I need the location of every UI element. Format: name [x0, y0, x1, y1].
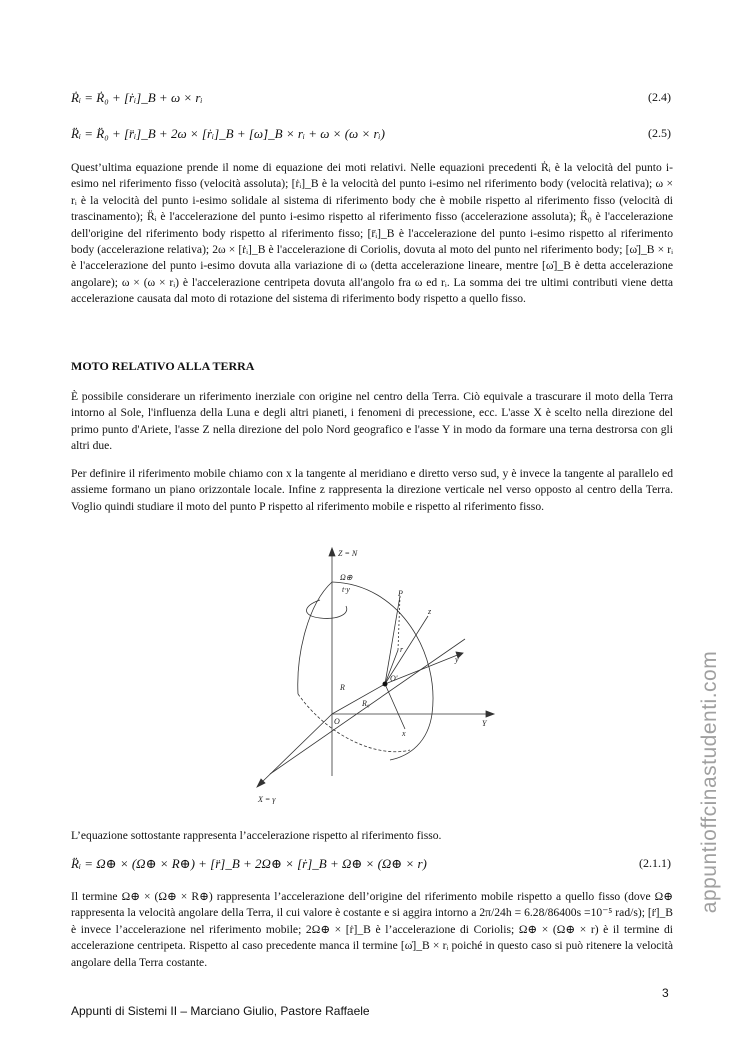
equation-expression: R̈ᵢ = R̈₀ + [r̈ᵢ]_B + 2ω × [ṙᵢ]_B + [ω̇]_B × rᵢ + ω × (ω × rᵢ)	[71, 126, 385, 141]
label-capital-y: Y	[482, 719, 487, 728]
paragraph-moti-relativi: Quest’ultima equazione prende il nome di equazione dei moti relativi. Nelle equazioni precedenti Ṙᵢ è la velocità del punto i-esimo nel riferimento fisso (velocità assoluta); [ṙᵢ]_B è la velocità del punto i-esimo nel riferimento body (velocità relativa); ω × rᵢ è la velocità del punto i-esimo solidale al sistema di riferimento body che è mobile rispetto al riferimento fisso (velocità di trascinamento); R̈ᵢ è l'accelerazione del punto i-esimo rispetto al riferimento fisso (accelerazione assoluta); R̈₀ è l'accelerazione dell'origine del riferimento body rispetto al riferimento fisso; [r̈ᵢ]_B è l'accelerazione del punto i-esimo rispetto al riferimento body (accelerazione relativa); 2ω × [ṙᵢ]_B è l'accelerazione di Coriolis, dovuta al moto del punto nel riferimento body; [ω̇]_B × rᵢ è l'accelerazione del punto i-esimo dovuta alla variazione di ω (detta accelerazione lineare, mentre [ω̇]_B è detta accelerazione angolare); ω × (ω × rᵢ) è l'accelerazione centripeta dovuta all'angolo fra ω ed rᵢ. La somma dei tre ultimi contributi viene detta accelerazione causata dal moto di rotazione del sistema di riferimento body rispetto a quello fisso.	[71, 161, 673, 306]
label-capital-x: X = γ	[258, 795, 276, 804]
equation-number: (2.1.1)	[639, 856, 671, 870]
equation-2-1-1	[71, 856, 671, 878]
equation-number: (2.4)	[648, 90, 671, 104]
paragraph-termine-accelerazione: Il termine Ω⊕ × (Ω⊕ × R⊕) rappresenta l’accelerazione dell’origine del riferimento mobile rispetto a quello fisso (dove Ω⊕ rappresenta la velocità angolare della Terra, il cui valore è costante e si aggira intorno a 2π/24h = 6.28/86400s =10⁻⁵ rad/s); [r̈]_B è invece l’accelerazione nel riferimento mobile; 2Ω⊕ × [ṙ]_B è l’accelerazione di Coriolis; Ω⊕ × (Ω⊕ × r) è il termine di accelerazione centripeta. Rispetto al caso precedente manca il termine [ω̇]_B × rᵢ poiché in questo caso si può ritenere la velocità angolare della Terra costante.	[71, 890, 673, 969]
label-z: z	[428, 607, 432, 616]
equation-2-4	[71, 90, 671, 112]
label-o: O	[334, 717, 340, 726]
label-o-prime: O'	[390, 674, 398, 683]
label-z-axis: Z = N	[338, 549, 358, 558]
label-omega: Ω⊕	[340, 573, 353, 582]
label-r-zero: R₀	[362, 699, 370, 708]
page-number: 3	[662, 986, 669, 1000]
label-p: P	[398, 589, 403, 598]
paragraph-riferimento-inerziale: È possibile considerare un riferimento inerziale con origine nel centro della Terra. Ciò equivale a trascurare il moto della Terra intorno al Sole, l'influenza della Luna e degli altri pianeti, i fenomeni di precessione, ecc. L'asse X è scelto nella direzione del primo punto d'Ariete, l'asse Z nella direzione del polo Nord geografico e l'asse Y in modo da formare una terna destrorsa con gli altri due.	[71, 390, 673, 453]
equation-number: (2.5)	[648, 126, 671, 140]
equation-2-5	[71, 126, 671, 148]
label-x: x	[402, 729, 406, 738]
paragraph-riferimento-mobile: Per definire il riferimento mobile chiamo con x la tangente al meridiano e diretto verso sud, y è invece la tangente al parallelo ed assieme formano un piano orizzontale locale. Infine z rappresenta la direzione verticale nel verso opposto al centro della Terra. Voglio quindi studiare il moto del punto P rispetto al riferimento mobile e rispetto al riferimento fisso.	[71, 467, 673, 513]
label-capital-r: R	[340, 683, 345, 692]
section-heading: MOTO RELATIVO ALLA TERRA	[71, 359, 255, 373]
equation-expression: R̈ᵢ = Ω⊕ × (Ω⊕ × R⊕) + [r̈]_B + 2Ω⊕ × [ṙ]_B + Ω⊕ × (Ω⊕ × r)	[71, 856, 427, 871]
equation-expression: Ṙᵢ = Ṙ₀ + [ṙᵢ]_B + ω × rᵢ	[71, 90, 203, 105]
watermark-text: appuntioffcinastudenti.com	[698, 650, 721, 914]
earth-reference-frame-figure	[250, 544, 500, 806]
page-footer: Appunti di Sistemi II – Marciano Giulio, Pastore Raffaele	[71, 1004, 370, 1018]
label-omega-sub: t·y	[342, 585, 350, 594]
paragraph-equazione-sottostante: L’equazione sottostante rappresenta l’accelerazione rispetto al riferimento fisso.	[71, 829, 442, 842]
label-y: y	[455, 655, 459, 664]
label-r: r	[400, 645, 404, 654]
